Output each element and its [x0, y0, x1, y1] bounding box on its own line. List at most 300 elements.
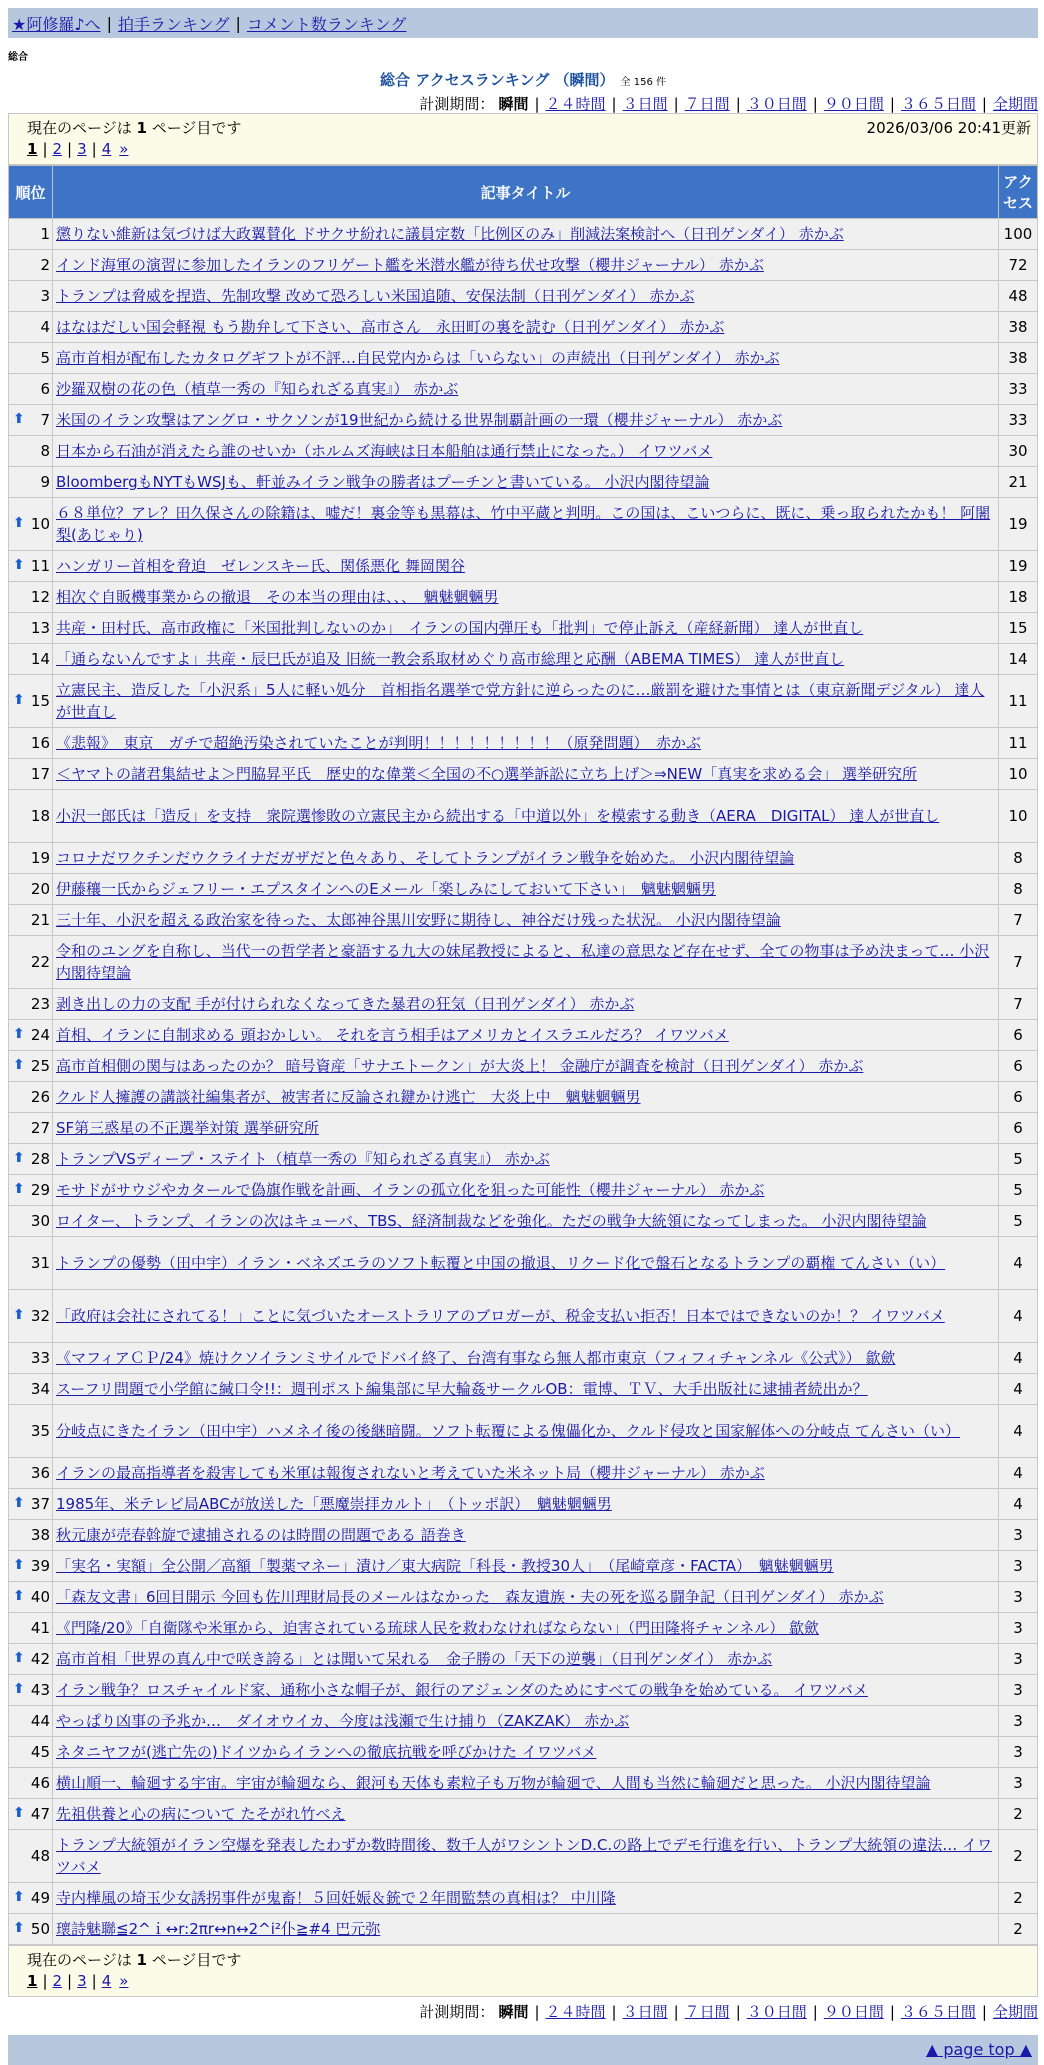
title-cell — [53, 644, 999, 675]
article-link[interactable]: 《マフィアＣＰ/24》焼けクソイランミサイルでドバイ終了、台湾有事なら無人都市東京（フィフィチャンネル《公式》） 歙歛 — [56, 1349, 896, 1367]
title-cell — [53, 436, 999, 467]
title-cell — [53, 1144, 999, 1175]
rank-number: 12 — [30, 588, 50, 606]
article-link[interactable]: BloombergもNYTもWSJも、軒並みイラン戦争の勝者はプーチンと書いている。 小沢内閣待望論 — [56, 473, 710, 491]
rank-cell — [9, 1290, 53, 1343]
rank-cell — [9, 1144, 53, 1175]
page-separator: | — [91, 140, 97, 158]
title-cell — [53, 1582, 999, 1613]
rank-number: 13 — [30, 619, 50, 637]
access-count: 72 — [999, 250, 1038, 281]
article-link[interactable]: SF第三惑星の不正選挙対策 選挙研究所 — [56, 1119, 319, 1137]
ranking-row — [9, 1051, 1038, 1082]
rank-cell — [9, 1768, 53, 1799]
title-cell — [53, 219, 999, 250]
ranking-row — [9, 989, 1038, 1020]
ranking-row — [9, 1144, 1038, 1175]
current-page-text: 現在のページは 1 ページ目です — [27, 118, 242, 137]
access-count: 6 — [999, 1020, 1038, 1051]
access-count: 11 — [999, 728, 1038, 759]
rank-cell — [9, 874, 53, 905]
article-link[interactable]: イランの最高指導者を殺害しても米軍は報復されないと考えていた米ネット局（櫻井ジャーナル） 赤かぶ — [56, 1464, 765, 1482]
pager-bottom — [8, 1945, 1038, 1997]
access-count: 2 — [999, 1883, 1038, 1914]
period-separator: | — [981, 2003, 987, 2021]
page-separator: | — [67, 1972, 73, 1990]
ranking-row — [9, 1613, 1038, 1644]
title-cell — [53, 374, 999, 405]
page-link[interactable]: 3 — [77, 1972, 87, 1990]
ranking-row — [9, 498, 1038, 551]
rank-cell — [9, 405, 53, 436]
rank-cell — [9, 905, 53, 936]
next-page-link[interactable]: » — [119, 140, 129, 158]
rank-number: 26 — [30, 1088, 50, 1106]
rank-cell — [9, 1644, 53, 1675]
article-link[interactable]: ロイター、トランプ、イランの次はキューバ、TBS、経済制裁などを強化。ただの戦争大統領になってしまった。 小沢内閣待望論 — [56, 1212, 927, 1230]
access-count: 4 — [999, 1237, 1038, 1290]
rank-cell — [9, 1206, 53, 1237]
article-link[interactable]: ６８単位？アレ？田久保さんの除籍は、嘘だ！裏金等も黒幕は、竹中平蔵と判明。この国は、こいつらに、既に、乗っ取られたかも！ 阿闍梨(あじゃり) — [56, 504, 991, 544]
article-link[interactable]: コロナだワクチンだウクライナだガザだと色々あり、そしてトランプがイラン戦争を始めた。 小沢内閣待望論 — [56, 849, 795, 867]
ranking-row — [9, 644, 1038, 675]
article-link[interactable]: 《門隆/20》「自衛隊や米軍から、迫害されている琉球人民を救わなければならない」（門田隆将チャンネル） 歙歛 — [56, 1619, 820, 1637]
ranking-row — [9, 790, 1038, 843]
title-cell — [53, 1458, 999, 1489]
ranking-row — [9, 1799, 1038, 1830]
period-separator: | — [981, 95, 987, 113]
article-link[interactable]: 小沢一郎氏は「造反」を支持 衆院選惨敗の立憲民主から続出する「中道以外」を模索する動き（AERA DIGITAL） 達人が世直し — [56, 807, 940, 825]
rank-cell — [9, 1706, 53, 1737]
period-separator: | — [812, 95, 818, 113]
page-link[interactable]: 4 — [101, 140, 112, 158]
ranking-row — [9, 1237, 1038, 1290]
period-link[interactable]: ３０日間 — [746, 2003, 807, 2021]
page-separator: | — [42, 140, 48, 158]
rank-number: 3 — [40, 287, 50, 305]
article-link[interactable]: はなはだしい国会軽視 もう勘弁して下さい、高市さん 永田町の裏を読む（日刊ゲンダイ） 赤かぶ — [56, 318, 725, 336]
page-link[interactable]: 4 — [101, 1972, 112, 1990]
title-cell — [53, 1206, 999, 1237]
rank-number: 14 — [30, 650, 50, 668]
rank-number: 32 — [30, 1307, 50, 1325]
title-cell — [53, 1051, 999, 1082]
home-link[interactable]: ★阿修羅♪へ — [12, 14, 101, 34]
ranking-row — [9, 843, 1038, 874]
ranking-title: 総合 アクセスランキング （瞬間） — [380, 71, 615, 89]
rank-number: 5 — [40, 349, 50, 367]
article-link[interactable]: 「政府は会社にされてる！」ことに気づいたオーストラリアのブロガーが、税金支払い拒否！日本ではできないのか！？ イワツバメ — [56, 1307, 945, 1325]
up-arrow-icon: ⬆ — [13, 1307, 25, 1323]
rank-number: 29 — [30, 1181, 50, 1199]
rank-cell — [9, 1082, 53, 1113]
rank-number: 48 — [30, 1847, 50, 1865]
up-arrow-icon: ⬆ — [13, 1650, 25, 1666]
up-arrow-icon: ⬆ — [13, 1026, 25, 1042]
rank-number: 7 — [40, 411, 50, 429]
title-cell — [53, 498, 999, 551]
rank-cell — [9, 312, 53, 343]
ranking-row — [9, 1675, 1038, 1706]
rank-cell — [9, 728, 53, 759]
rank-cell — [9, 1343, 53, 1374]
rank-cell — [9, 343, 53, 374]
ranking-row — [9, 1914, 1038, 1945]
rank-cell — [9, 675, 53, 728]
article-link[interactable]: やっぱり凶事の予兆か… ダイオウイカ、今度は浅瀬で生け捕り（ZAKZAK） 赤かぶ — [56, 1712, 630, 1730]
title-cell — [53, 1520, 999, 1551]
access-count: 6 — [999, 1082, 1038, 1113]
article-link[interactable]: イラン戦争？ロスチャイルド家、通称小さな帽子が、銀行のアジェンダのためにすべての戦争を始めている。 イワツバメ — [56, 1681, 868, 1699]
article-link[interactable]: クルド人擁護の講談社編集者が、被害者に反論され鍵かけ逃亡 大炎上中 魑魅魍魎男 — [56, 1088, 641, 1106]
up-arrow-icon: ⬆ — [13, 1889, 25, 1905]
rank-number: 23 — [30, 995, 50, 1013]
ranking-row — [9, 1458, 1038, 1489]
col-rank-header: 順位 — [9, 166, 53, 219]
rank-cell — [9, 467, 53, 498]
ranking-row — [9, 551, 1038, 582]
page-link[interactable]: 3 — [77, 140, 87, 158]
ranking-row — [9, 1343, 1038, 1374]
rank-cell — [9, 582, 53, 613]
title-cell — [53, 675, 999, 728]
rank-number: 49 — [30, 1889, 50, 1907]
article-link[interactable]: 日本から石油が消えたら誰のせいか（ホルムズ海峡は日本船舶は通行禁止になった。） イワツバメ — [56, 442, 713, 460]
article-link[interactable]: ハンガリー首相を脅迫 ゼレンスキー氏、関係悪化 舞岡関谷 — [56, 557, 465, 575]
title-cell — [53, 1613, 999, 1644]
access-count: 6 — [999, 1113, 1038, 1144]
article-link[interactable]: トランプ大統領がイラン空爆を発表したわずか数時間後、数千人がワシントンD.C.の路上でデモ行進を行い、トランプ大統領の違法… イワツバメ — [56, 1836, 992, 1876]
page-links — [27, 1970, 1031, 1992]
rank-cell — [9, 1113, 53, 1144]
rank-number: 19 — [30, 849, 50, 867]
ranking-row — [9, 582, 1038, 613]
article-link[interactable]: 首相、イランに自制求める 頭おかしい。 それを言う相手はアメリカとイスラエルだろ？ イワツバメ — [56, 1026, 729, 1044]
ranking-count: 全 156 件 — [620, 77, 666, 88]
ranking-row — [9, 1551, 1038, 1582]
title-cell — [53, 989, 999, 1020]
up-arrow-icon: ⬆ — [13, 1920, 25, 1936]
rank-number: 44 — [30, 1712, 50, 1730]
current-page-text: 現在のページは 1 ページ目です — [27, 1950, 242, 1969]
page-links — [27, 138, 1031, 160]
up-arrow-icon: ⬆ — [13, 515, 25, 531]
ranking-row — [9, 250, 1038, 281]
ranking-row — [9, 874, 1038, 905]
ranking-row — [9, 281, 1038, 312]
ranking-row — [9, 1520, 1038, 1551]
rank-number: 31 — [30, 1254, 50, 1272]
access-count: 38 — [999, 343, 1038, 374]
page-separator: | — [91, 1972, 97, 1990]
period-current: 瞬間 — [498, 2003, 529, 2021]
period-separator: | — [534, 2003, 540, 2021]
period-separator: | — [534, 95, 540, 113]
article-link[interactable]: 懲りない維新は気づけば大政翼賛化 ドサクサ紛れに議員定数「比例区のみ」削減法案検討へ（日刊ゲンダイ） 赤かぶ — [56, 225, 844, 243]
ranking-row — [9, 374, 1038, 405]
title-cell — [53, 1290, 999, 1343]
title-cell — [53, 1405, 999, 1458]
rank-number: 37 — [30, 1495, 50, 1513]
period-link[interactable]: 全期間 — [992, 2003, 1038, 2021]
article-link[interactable]: 「実名・実額」全公開／高額「製薬マネー」漬け／東大病院「科長・教授30人」 （尾崎章彦・FACTA） 魑魅魍魎男 — [56, 1557, 834, 1575]
access-count: 8 — [999, 874, 1038, 905]
rank-cell — [9, 1613, 53, 1644]
rank-number: 43 — [30, 1681, 50, 1699]
access-count: 30 — [999, 436, 1038, 467]
rank-number: 38 — [30, 1526, 50, 1544]
title-cell — [53, 405, 999, 436]
article-link[interactable]: ネタニヤフが(逃亡先の)ドイツからイランへの徹底抗戦を呼びかけた イワツバメ — [56, 1743, 597, 1761]
ranking-row — [9, 1175, 1038, 1206]
access-count: 11 — [999, 675, 1038, 728]
article-link[interactable]: トランプは脅威を捏造、先制攻撃 改めて恐ろしい米国追随、安保法制（日刊ゲンダイ） 赤かぶ — [56, 287, 695, 305]
rank-number: 18 — [30, 807, 50, 825]
period-selector-top — [8, 93, 1038, 113]
up-arrow-icon: ⬆ — [13, 1057, 25, 1073]
rank-cell — [9, 1405, 53, 1458]
ranking-row — [9, 1883, 1038, 1914]
ranking-table — [8, 165, 1038, 1945]
title-cell — [53, 1706, 999, 1737]
rank-cell — [9, 1458, 53, 1489]
ranking-row — [9, 1020, 1038, 1051]
rank-cell — [9, 281, 53, 312]
rank-number: 40 — [30, 1588, 50, 1606]
article-link[interactable]: 「森友文書」6回目開示 今回も佐川理財局長のメールはなかった 森友遺族・夫の死を巡る闘争記（日刊ゲンダイ） 赤かぶ — [56, 1588, 884, 1606]
access-count: 5 — [999, 1206, 1038, 1237]
access-count: 6 — [999, 1051, 1038, 1082]
access-count: 33 — [999, 374, 1038, 405]
rank-cell — [9, 936, 53, 989]
page-link[interactable]: 2 — [52, 1972, 63, 1990]
rank-cell — [9, 1675, 53, 1706]
access-count: 18 — [999, 582, 1038, 613]
article-link[interactable]: 三十年、小沢を超える政治家を待った、太郎神谷黒川安野に期待し、神谷だけ残った状況。 小沢内閣待望論 — [56, 911, 781, 929]
rank-number: 1 — [40, 225, 50, 243]
period-label: 計測期間： — [419, 2003, 495, 2021]
ranking-row — [9, 343, 1038, 374]
title-cell — [53, 343, 999, 374]
ranking-row — [9, 1489, 1038, 1520]
access-count: 10 — [999, 759, 1038, 790]
article-link[interactable]: 1985年、米テレビ局ABCが放送した「悪魔崇拝カルト」 （トッポ訳） 魑魅魍魎男 — [56, 1495, 612, 1513]
title-cell — [53, 467, 999, 498]
rank-cell — [9, 436, 53, 467]
rank-cell — [9, 843, 53, 874]
access-count: 48 — [999, 281, 1038, 312]
title-cell — [53, 1883, 999, 1914]
article-link[interactable]: 令和のユングを自称し、当代一の哲学者と豪語する九大の妹尾教授によると、私達の意思など存在せず、全ての物事は予め決まって… 小沢内閣待望論 — [56, 942, 990, 982]
next-page-link[interactable]: » — [119, 1972, 129, 1990]
article-link[interactable]: 《悲報》 東京 ガチで超絶汚染されていたことが判明！！！！！！！！！（原発問題） 赤かぶ — [56, 734, 702, 752]
page-separator: | — [67, 140, 73, 158]
period-link[interactable]: ９０日間 — [823, 95, 884, 113]
title-cell — [53, 1175, 999, 1206]
up-arrow-icon: ⬆ — [13, 1681, 25, 1697]
period-link[interactable]: ３日間 — [622, 95, 668, 113]
rank-number: 21 — [30, 911, 50, 929]
up-arrow-icon: ⬆ — [13, 1805, 25, 1821]
ranking-row — [9, 936, 1038, 989]
article-link[interactable]: 相次ぐ自販機事業からの撤退 その本当の理由は、、、 魑魅魍魎男 — [56, 588, 499, 606]
title-cell — [53, 1675, 999, 1706]
article-link[interactable]: トランプVSディープ・ステイト（植草一秀の『知られざる真実』） 赤かぶ — [56, 1150, 550, 1168]
article-link[interactable]: 瓌詩魅聯≦2^ｉ↔r:2πr↔n↔2^i²仆≧#4 巴元弥 — [56, 1920, 381, 1938]
article-link[interactable]: モサドがサウジやカタールで偽旗作戦を計画、イランの孤立化を狙った可能性（櫻井ジャーナル） 赤かぶ — [56, 1181, 765, 1199]
period-separator: | — [611, 2003, 617, 2021]
rank-cell — [9, 1830, 53, 1883]
rank-cell — [9, 1737, 53, 1768]
article-link[interactable]: トランプの優勢（田中宇）イラン・ベネズエラのソフト転覆と中国の撤退、リクード化で盤石となるトランプの覇権 てんさい（い） — [56, 1254, 946, 1272]
rank-number: 42 — [30, 1650, 50, 1668]
rank-cell — [9, 1914, 53, 1945]
page-separator: | — [42, 1972, 48, 1990]
period-link[interactable]: ２４時間 — [545, 95, 606, 113]
article-link[interactable]: 立憲民主、造反した「小沢系」5人に軽い処分 首相指名選挙で党方針に逆らったのに…厳罰を避けた事情とは（東京新聞デジタル） 達人が世直し — [56, 681, 985, 721]
category-label: 総合 — [8, 52, 28, 63]
access-count: 14 — [999, 644, 1038, 675]
rank-number: 11 — [30, 557, 50, 575]
access-count: 3 — [999, 1551, 1038, 1582]
title-cell — [53, 551, 999, 582]
nav-separator: | — [106, 13, 112, 33]
period-link[interactable]: ２４時間 — [545, 2003, 606, 2021]
col-title-header: 記事タイトル — [53, 166, 999, 219]
top-nav-bar — [8, 8, 1038, 38]
title-cell — [53, 1020, 999, 1051]
access-count: 7 — [999, 905, 1038, 936]
rank-cell — [9, 1237, 53, 1290]
ranking-row — [9, 1582, 1038, 1613]
rank-number: 39 — [30, 1557, 50, 1575]
access-count: 7 — [999, 936, 1038, 989]
article-link[interactable]: 「通らないんですよ」共産・辰巳氏が追及 旧統一教会系取材めぐり高市総理と応酬（ABEMA TIMES） 達人が世直し — [56, 650, 845, 668]
title-cell — [53, 905, 999, 936]
article-link[interactable]: 横山順一、輪廻する宇宙。宇宙が輪廻なら、銀河も天体も素粒子も万物が輪廻で、人間も当然に輪廻だと思った。 小沢内閣待望論 — [56, 1774, 931, 1792]
period-link[interactable]: ３６５日間 — [900, 2003, 976, 2021]
rank-cell — [9, 1020, 53, 1051]
article-link[interactable]: 剥き出しの力の支配 手が付けられなくなってきた暴君の狂気（日刊ゲンダイ） 赤かぶ — [56, 995, 635, 1013]
access-count: 3 — [999, 1768, 1038, 1799]
article-link[interactable]: 沙羅双樹の花の色（植草一秀の『知られざる真実』） 赤かぶ — [56, 380, 459, 398]
rank-number: 45 — [30, 1743, 50, 1761]
access-count: 4 — [999, 1290, 1038, 1343]
rank-number: 50 — [30, 1920, 50, 1938]
rank-cell — [9, 1799, 53, 1830]
access-count: 3 — [999, 1644, 1038, 1675]
title-cell — [53, 582, 999, 613]
article-link[interactable]: 先祖供養と心の病について たそがれ竹べえ — [56, 1805, 346, 1823]
article-link[interactable]: 共産・田村氏、高市政権に「米国批判しないのか」 イランの国内弾圧も「批判」で停止訴え（産経新聞） 達人が世直し — [56, 619, 864, 637]
title-cell — [53, 1768, 999, 1799]
rank-number: 35 — [30, 1422, 50, 1440]
rank-cell — [9, 1520, 53, 1551]
page-top-link[interactable]: ▲ page top ▲ — [925, 2040, 1032, 2059]
page-current: 1 — [27, 140, 38, 158]
title-cell — [53, 790, 999, 843]
period-link[interactable]: 全期間 — [992, 95, 1038, 113]
article-link[interactable]: 伊藤穰一氏からジェフリー・エプスタインへのEメール「楽しみにしておいて下さい」 魑魅魍魎男 — [56, 880, 716, 898]
period-label: 計測期間： — [419, 95, 495, 113]
article-link[interactable]: インド海軍の演習に参加したイランのフリゲート艦を米潜水艦が待ち伏せ攻撃（櫻井ジャーナル） 赤かぶ — [56, 256, 764, 274]
period-selector-bottom — [8, 2001, 1038, 2021]
ranking-row — [9, 1113, 1038, 1144]
ranking-row — [9, 613, 1038, 644]
article-link[interactable]: スーフリ問題で小学館に緘口令!!：週刊ポスト編集部に早大輪姦サークルOB：電博、ＴＶ、大手出版社に逮捕者続出か？ — [56, 1380, 868, 1398]
rank-number: 2 — [40, 256, 50, 274]
article-link[interactable]: ＜ヤマトの諸君集結せよ＞門脇昇平氏 歴史的な偉業＜全国の不○選挙訴訟に立ち上げ＞⇒NEW「真実を求める会」 選挙研究所 — [56, 765, 917, 783]
access-count: 3 — [999, 1613, 1038, 1644]
ranking-row — [9, 728, 1038, 759]
article-link[interactable]: 寺内樺風の埼玉少女誘拐事件が鬼畜！５回妊娠＆銃で２年間監禁の真相は？ 中川隆 — [56, 1889, 616, 1907]
period-link[interactable]: ３０日間 — [746, 95, 807, 113]
ranking-row — [9, 1374, 1038, 1405]
access-count: 3 — [999, 1737, 1038, 1768]
col-access-header: アクセス — [999, 166, 1038, 219]
rank-cell — [9, 1175, 53, 1206]
rank-number: 20 — [30, 880, 50, 898]
title-cell — [53, 874, 999, 905]
comment-ranking-link[interactable]: コメント数ランキング — [246, 14, 407, 34]
rank-number: 36 — [30, 1464, 50, 1482]
access-count: 38 — [999, 312, 1038, 343]
rank-cell — [9, 1883, 53, 1914]
period-link[interactable]: ３６５日間 — [900, 95, 976, 113]
rank-cell — [9, 1051, 53, 1082]
period-separator: | — [889, 95, 895, 113]
title-cell — [53, 1830, 999, 1883]
article-link[interactable]: 高市首相側の関与はあったのか？ 暗号資産「サナエトークン」が大炎上！ 金融庁が調査を検討（日刊ゲンダイ） 赤かぶ — [56, 1057, 864, 1075]
ranking-row — [9, 905, 1038, 936]
article-link[interactable]: 米国のイラン攻撃はアングロ・サクソンが19世紀から続ける世界制覇計画の一環（櫻井ジャーナル） 赤かぶ — [56, 411, 783, 429]
rank-number: 22 — [30, 953, 50, 971]
period-separator: | — [611, 95, 617, 113]
article-link[interactable]: 分岐点にきたイラン（田中宇）ハメネイ後の後継暗闘。ソフト転覆による傀儡化か、クルド侵攻と国家解体への分岐点 てんさい（い） — [56, 1422, 961, 1440]
article-link[interactable]: 高市首相が配布したカタログギフトが不評…自民党内からは「いらない」の声続出（日刊ゲンダイ） 赤かぶ — [56, 349, 780, 367]
access-count: 10 — [999, 790, 1038, 843]
article-link[interactable]: 秋元康が売春斡旋で逮捕されるのは時間の問題である 語巻き — [56, 1526, 466, 1544]
access-count: 2 — [999, 1914, 1038, 1945]
ranking-row — [9, 467, 1038, 498]
period-link[interactable]: ９０日間 — [823, 2003, 884, 2021]
rank-number: 15 — [30, 692, 50, 710]
access-count: 3 — [999, 1675, 1038, 1706]
ranking-row — [9, 1405, 1038, 1458]
access-count: 5 — [999, 1175, 1038, 1206]
ranking-row — [9, 1737, 1038, 1768]
period-link[interactable]: ７日間 — [684, 95, 730, 113]
access-count: 4 — [999, 1458, 1038, 1489]
pager-top — [8, 113, 1038, 165]
ranking-row — [9, 436, 1038, 467]
up-arrow-icon: ⬆ — [13, 1495, 25, 1511]
period-separator: | — [889, 2003, 895, 2021]
page-link[interactable]: 2 — [52, 140, 63, 158]
access-count: 33 — [999, 405, 1038, 436]
article-link[interactable]: 高市首相「世界の真ん中で咲き誇る」とは聞いて呆れる 金子勝の「天下の逆襲」（日刊ゲンダイ） 赤かぶ — [56, 1650, 773, 1668]
period-link[interactable]: ７日間 — [684, 2003, 730, 2021]
title-cell — [53, 1374, 999, 1405]
ranking-heading — [8, 69, 1038, 90]
ranking-row — [9, 1206, 1038, 1237]
rank-number: 46 — [30, 1774, 50, 1792]
rank-cell — [9, 498, 53, 551]
period-link[interactable]: ３日間 — [622, 2003, 668, 2021]
applause-ranking-link[interactable]: 拍手ランキング — [117, 14, 230, 34]
title-cell — [53, 1237, 999, 1290]
access-count: 4 — [999, 1489, 1038, 1520]
